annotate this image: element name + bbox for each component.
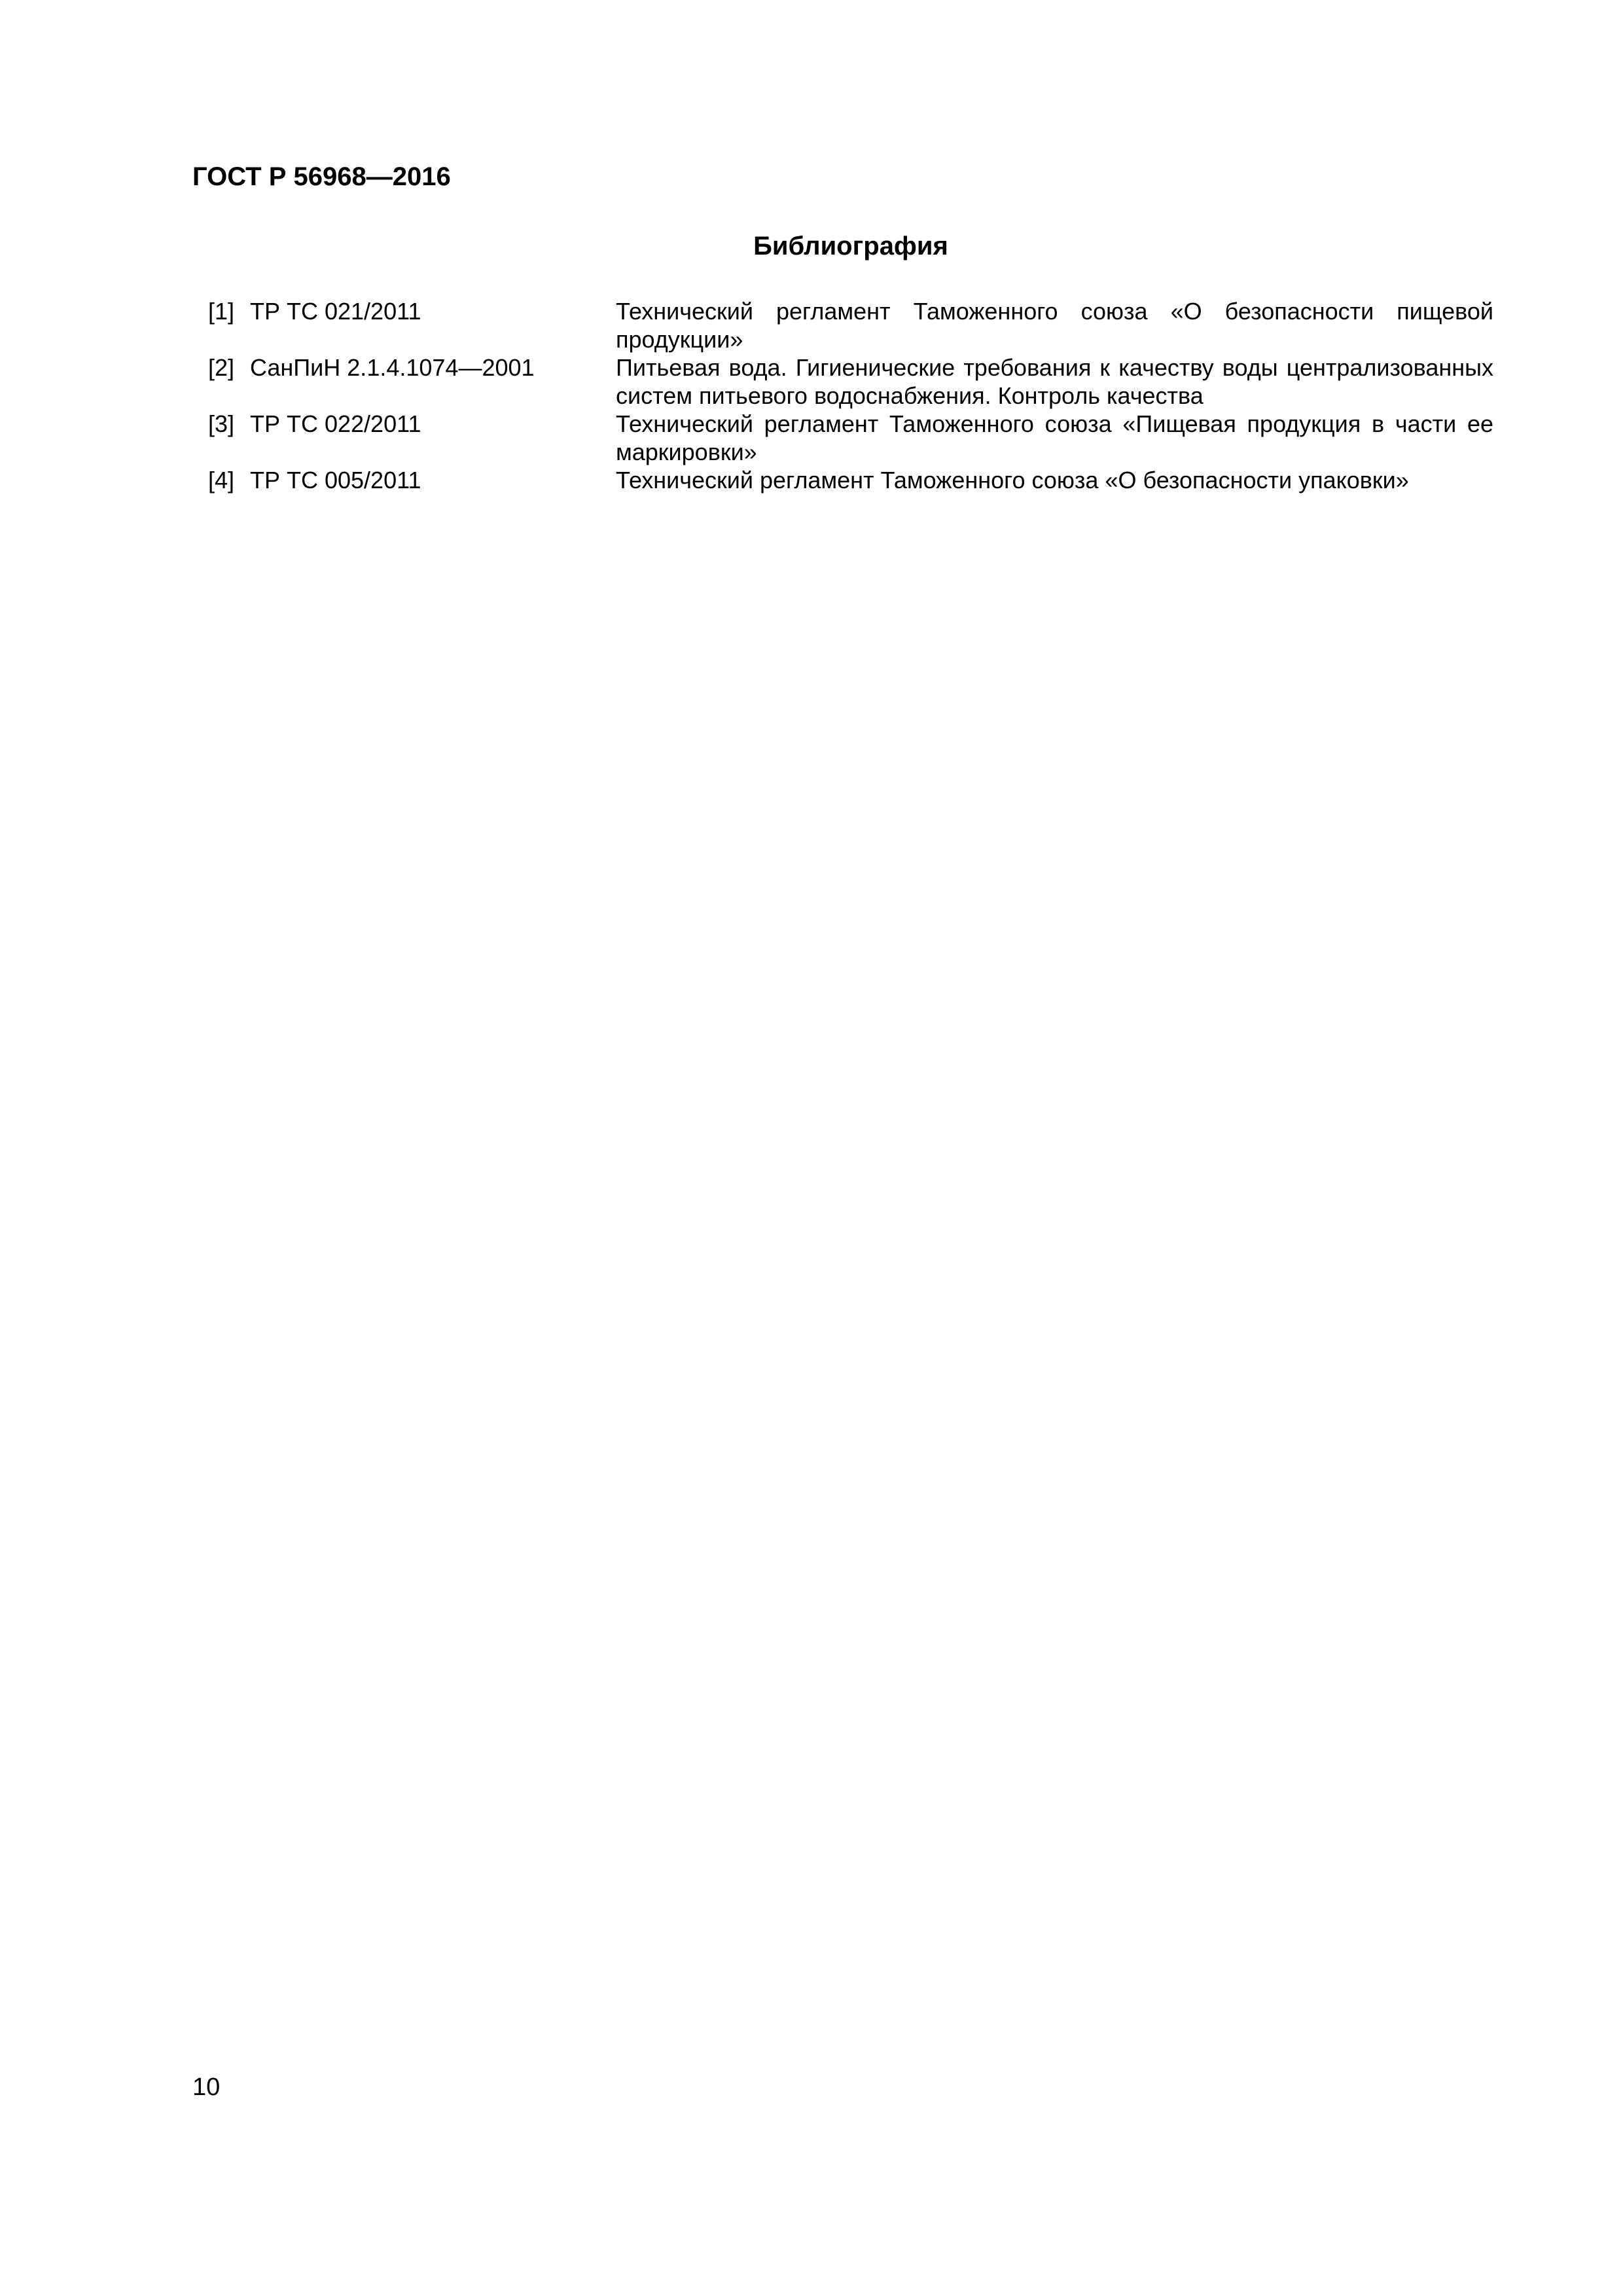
entry-code: ТР ТС 022/2011: [250, 410, 421, 437]
entry-number: [3]: [208, 410, 235, 437]
document-designation: ГОСТ Р 56968—2016: [192, 162, 451, 191]
bibliography-list: [208, 297, 1493, 494]
entry-title: Технический регламент Таможенного союза «О безопасности упаковки»: [616, 467, 1409, 493]
bibliography-title: Библиография: [753, 232, 948, 260]
entry-title: Технический регламент Таможенного союза «Пищевая продукция в части ее маркировки»: [616, 410, 1493, 465]
bibliography-entry: [208, 410, 1493, 466]
entry-number: [4]: [208, 467, 235, 493]
entry-title: Питьевая вода. Гигиенические требования к качеству воды централизованных систем питьевого водоснабжения. Контроль качества: [616, 354, 1493, 409]
bibliography-entry: [208, 353, 1493, 410]
entry-code: ТР ТС 021/2011: [250, 298, 421, 325]
page-number: 10: [192, 2073, 221, 2101]
entry-code: ТР ТС 005/2011: [250, 467, 421, 493]
entry-number: [2]: [208, 354, 235, 381]
bibliography-entry: [208, 466, 1493, 494]
entry-title: Технический регламент Таможенного союза «О безопасности пищевой продукции»: [616, 298, 1493, 353]
entry-number: [1]: [208, 298, 235, 325]
bibliography-entry: [208, 297, 1493, 353]
entry-code: СанПиН 2.1.4.1074—2001: [250, 354, 535, 381]
